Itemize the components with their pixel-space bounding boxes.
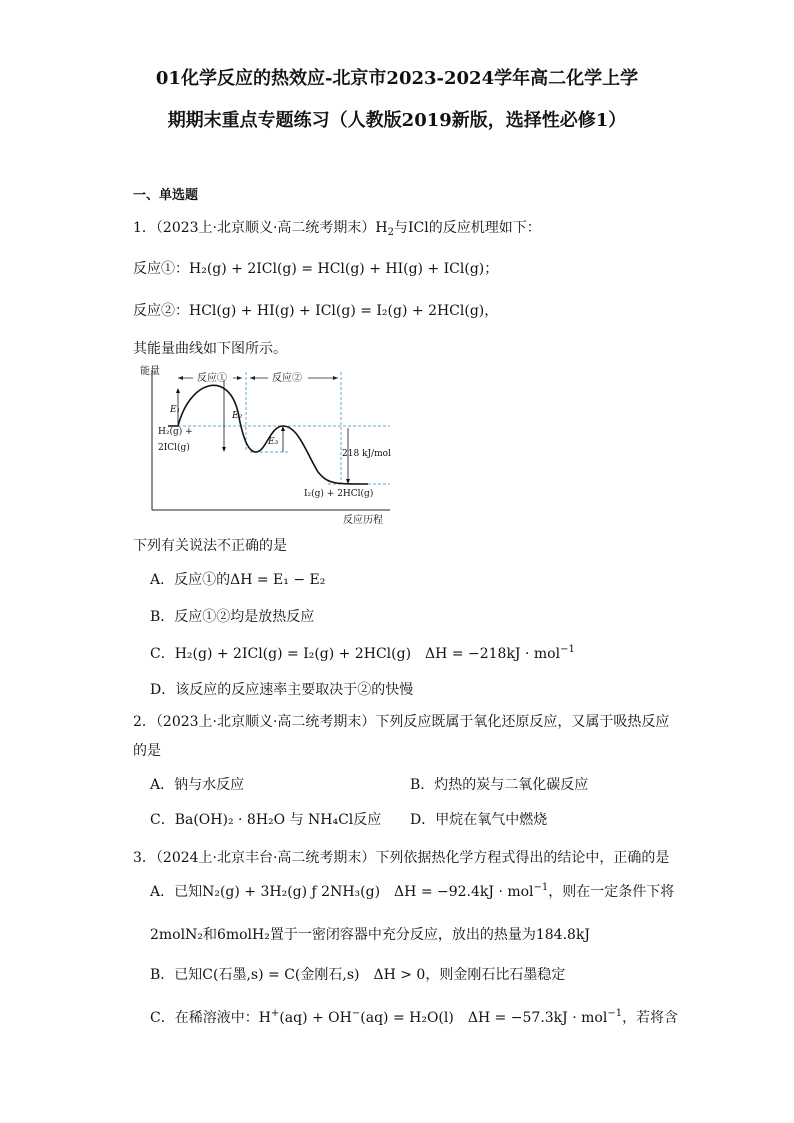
end-label: I₂(g) + 2HCl(g) — [304, 489, 374, 499]
dh-label: 218 kJ/mol — [342, 449, 391, 459]
y-axis-label: 能量 — [140, 366, 160, 377]
e1-label: E₁ — [170, 405, 181, 415]
q1-option-b: B．反应①②均是放热反应 — [150, 609, 315, 625]
r1-arrow-right — [237, 376, 242, 380]
q1-reaction-2: 反应②：HCl(g) + HI(g) + ICl(g) = I₂(g) + 2HCl(g)， — [133, 303, 499, 319]
q3-option-b: B．已知C(石墨,s) = C(金刚石,s) ΔH > 0，则金刚石比石墨稳定 — [150, 967, 566, 983]
q3-option-a-line-2: 2molN₂和6molH₂置于一密闭容器中充分反应，放出的热量为184.8kJ — [150, 927, 591, 943]
q2-stem-line-2: 的是 — [133, 743, 161, 759]
q3-option-c: C．在稀溶液中：H+(aq) + OH−(aq) = H₂O(l) ΔH = −57.3kJ · mol$^{-1}$，若将含 — [150, 1008, 679, 1026]
start-label-line-2: 2ICl(g) — [158, 443, 190, 453]
r1-arrow-left — [178, 376, 183, 380]
q2-option-d: D．甲烷在氧气中燃烧 — [410, 812, 548, 828]
e2-arrow-head — [222, 447, 226, 452]
q1-reaction-1: 反应①：H₂(g) + 2ICl(g) = HCl(g) + HI(g) + ICl(g)； — [133, 261, 499, 277]
q1-ask: 下列有关说法不正确的是 — [133, 538, 287, 554]
q1-option-c: C．H₂(g) + 2ICl(g) = I₂(g) + 2HCl(g) ΔH = −218kJ · mol$^{-1}$ — [150, 644, 575, 662]
start-label-line-1: H₂(g) + — [158, 427, 193, 437]
e3-label: E₃ — [268, 437, 279, 447]
q3-stem: 3．（2024上·北京丰台·高二统考期末）下列依据热化学方程式得出的结论中，正确的是 — [133, 850, 670, 866]
e2-label: E₂ — [232, 411, 243, 421]
energy-profile-diagram — [138, 360, 398, 530]
document-title-line-1: 01化学反应的热效应-北京市2023-2024学年高二化学上学 — [155, 68, 639, 89]
r1-label: 反应① — [197, 373, 227, 384]
q2-option-b: B．灼热的炭与二氧化碳反应 — [410, 777, 589, 793]
r2-arrow-left — [250, 376, 255, 380]
energy-curve — [168, 385, 368, 484]
q1-option-a: A．反应①的ΔH = E₁ − E₂ — [150, 572, 326, 588]
q1-curve-intro: 其能量曲线如下图所示。 — [133, 341, 287, 357]
e1-arrow-head — [176, 388, 180, 393]
q1-option-d: D．该反应的反应速率主要取决于②的快慢 — [150, 682, 414, 698]
q3-option-a-line-1: A．已知N₂(g) + 3H₂(g) ƒ 2NH₃(g) ΔH = −92.4kJ · mol$^{-1}$，则在一定条件下将 — [150, 882, 675, 900]
section-heading: 一、单选题 — [133, 188, 199, 203]
q2-option-c: C．Ba(OH)₂ · 8H₂O 与 NH₄Cl反应 — [150, 812, 382, 828]
x-axis-label: 反应历程 — [343, 515, 383, 526]
document-title-line-2: 期期末重点专题练习（人教版2019新版，选择性必修1） — [167, 110, 627, 131]
r2-label: 反应② — [272, 373, 302, 384]
q1-stem: 1．（2023上·北京顺义·高二统考期末）$H_2$与ICl的反应机理如下： — [133, 220, 541, 238]
q2-option-a: A．钠与水反应 — [150, 777, 245, 793]
q2-stem-line-1: 2．（2023上·北京顺义·高二统考期末）下列反应既属于氧化还原反应，又属于吸热反应 — [133, 714, 670, 730]
r2-arrow-right — [333, 376, 338, 380]
